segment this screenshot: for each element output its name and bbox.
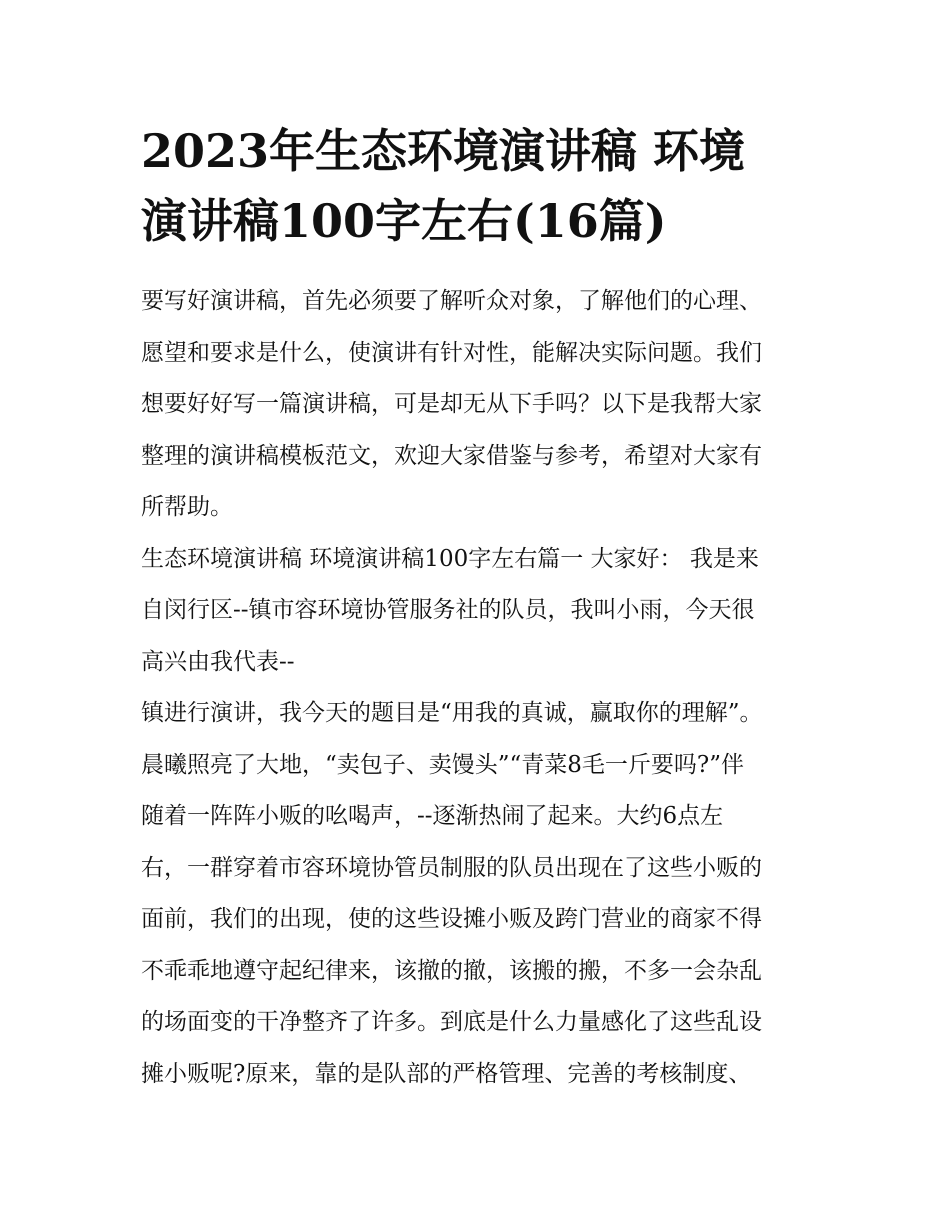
text-line: 要写好演讲稿，首先必须要了解听众对象，了解他们的心理、	[141, 288, 762, 314]
title-line: 2023年生态环境演讲稿 环境	[141, 124, 746, 178]
document-body	[141, 276, 821, 1100]
text-line: 自闵行区--镇市容环境协管服务社的队员，我叫小雨，今天很	[141, 597, 755, 623]
text-line: 想要好好写一篇演讲稿，可是却无从下手吗？以下是我帮大家	[141, 391, 762, 417]
document-title	[141, 116, 821, 256]
text-line: 整理的演讲稿模板范文，欢迎大家借鉴与参考，希望对大家有	[141, 442, 762, 469]
text-line: 摊小贩呢?原来，靠的是队部的严格管理、完善的考核制度、	[141, 1060, 752, 1087]
text-line: 晨曦照亮了大地，“卖包子、卖馒头”“青菜8毛一斤要吗?”伴	[141, 751, 744, 778]
text-line: 所帮助。	[141, 494, 233, 520]
text-line: 生态环境演讲稿 环境演讲稿100字左右篇一 大家好： 我是来	[141, 545, 759, 572]
text-line: 镇进行演讲，我今天的题目是“用我的真诚，赢取你的理解”。	[141, 700, 763, 726]
text-line: 随着一阵阵小贩的吆喝声，--逐渐热闹了起来。大约6点左	[141, 803, 724, 829]
text-line: 愿望和要求是什么，使演讲有针对性，能解决实际问题。我们	[141, 339, 762, 366]
text-line: 右，一群穿着市容环境协管员制服的队员出现在了这些小贩的	[141, 854, 762, 881]
text-line: 面前，我们的出现，使的这些设摊小贩及跨门营业的商家不得	[141, 906, 762, 932]
text-line: 不乖乖地遵守起纪律来，该撤的撤，该搬的搬，不多一会杂乱	[141, 957, 762, 984]
text-line: 的场面变的干净整齐了许多。到底是什么力量感化了这些乱设	[141, 1009, 762, 1035]
text-line: 高兴由我代表--	[141, 648, 295, 675]
title-line: 演讲稿100字左右(16篇)	[141, 194, 667, 248]
